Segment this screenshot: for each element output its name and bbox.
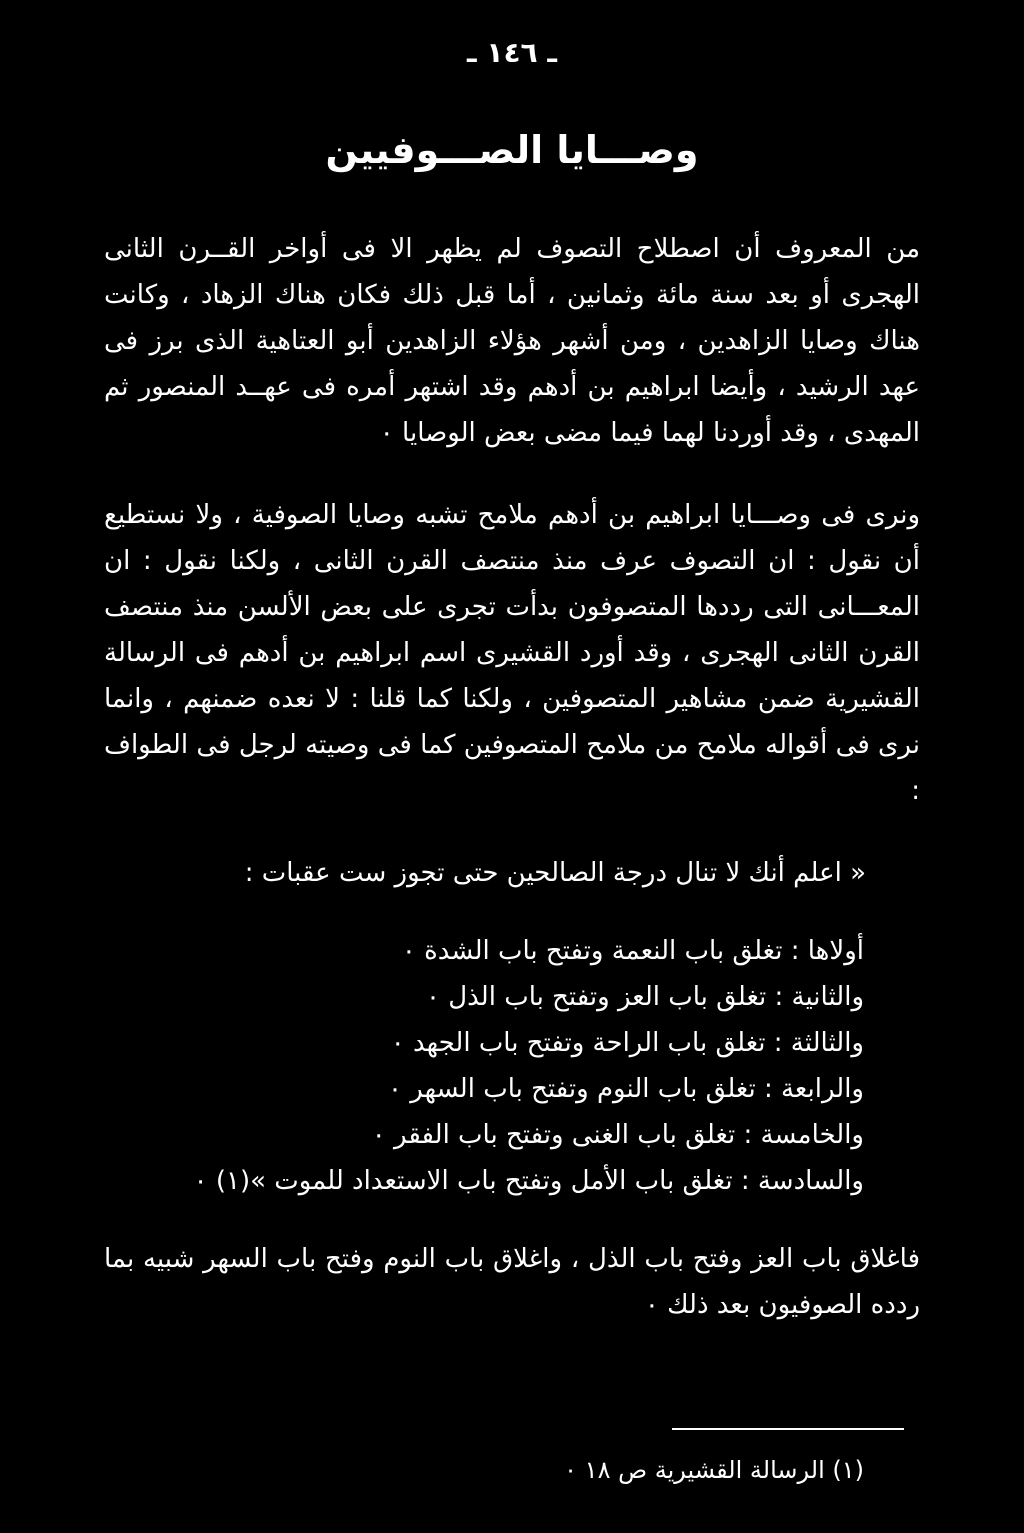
footnote: (١) الرسالة القشيرية ص ١٨ ٠ bbox=[564, 1456, 864, 1484]
stage-item: والخامسة : تغلق باب الغنى وتفتح باب الفقر ٠ bbox=[371, 1120, 864, 1150]
stage-item: والسادسة : تغلق باب الأمل وتفتح باب الاستعداد للموت »(١) ٠ bbox=[193, 1166, 864, 1196]
stage-item: والثالثة : تغلق باب الراحة وتفتح باب الجهد ٠ bbox=[390, 1028, 864, 1058]
chapter-title: وصـــايا الصـــوفيين bbox=[325, 128, 699, 172]
footnote-divider bbox=[672, 1428, 904, 1430]
stage-item: والرابعة : تغلق باب النوم وتفتح باب السهر ٠ bbox=[388, 1074, 864, 1104]
quote-intro: « اعلم أنك لا تنال درجة الصالحين حتى تجوز ست عقبات : bbox=[244, 858, 866, 888]
paragraph-1: من المعروف أن اصطلاح التصوف لم يظهر الا فى أواخر القــرن الثانى الهجرى أو بعد سنة مائة وثمانين ، أما قبل ذلك فكان هناك الزهاد ، وكانت هناك وصايا الزاهدين ، ومن أشهر هؤلاء الزاهدين أبو العتاهية الذى برز فى عهد الرشيد ، وأيضا ابراهيم بن أدهم وقد اشتهر أمره فى عهــد المنصور ثم المهدى ، وقد أوردنا لهما فيما مضى بعض الوصايا ٠ bbox=[104, 234, 920, 448]
paragraph-2: ونرى فى وصـــايا ابراهيم بن أدهم ملامح تشبه وصايا الصوفية ، ولا نستطيع أن نقول : ان التصوف عرف منذ منتصف القرن الثانى ، ولكنا نقول : ان المعـــانى التى رددها المتصوفون بدأت تجرى على بعض الألسن منذ منتصف القرن الثانى الهجرى ، وقد أورد القشيرى اسم ابراهيم بن أدهم فى الرسالة القشيرية ضمن مشاهير المتصوفين ، ولكنا كما قلنا : لا نعده ضمنهم ، وانما نرى فى أقواله ملامح من ملامح المتصوفين كما فى وصيته لرجل فى الطواف : bbox=[104, 500, 920, 806]
stages-list bbox=[194, 928, 864, 1204]
stage-item: أولاها : تغلق باب النعمة وتفتح باب الشدة ٠ bbox=[401, 936, 864, 966]
stage-item: والثانية : تغلق باب العز وتفتح باب الذل ٠ bbox=[426, 982, 864, 1012]
page-number: ـ ١٤٦ ـ bbox=[467, 36, 557, 69]
closing-paragraph: فاغلاق باب العز وفتح باب الذل ، واغلاق باب النوم وفتح باب السهر شبيه بما ردده الصوفيون بعد ذلك ٠ bbox=[104, 1244, 920, 1320]
